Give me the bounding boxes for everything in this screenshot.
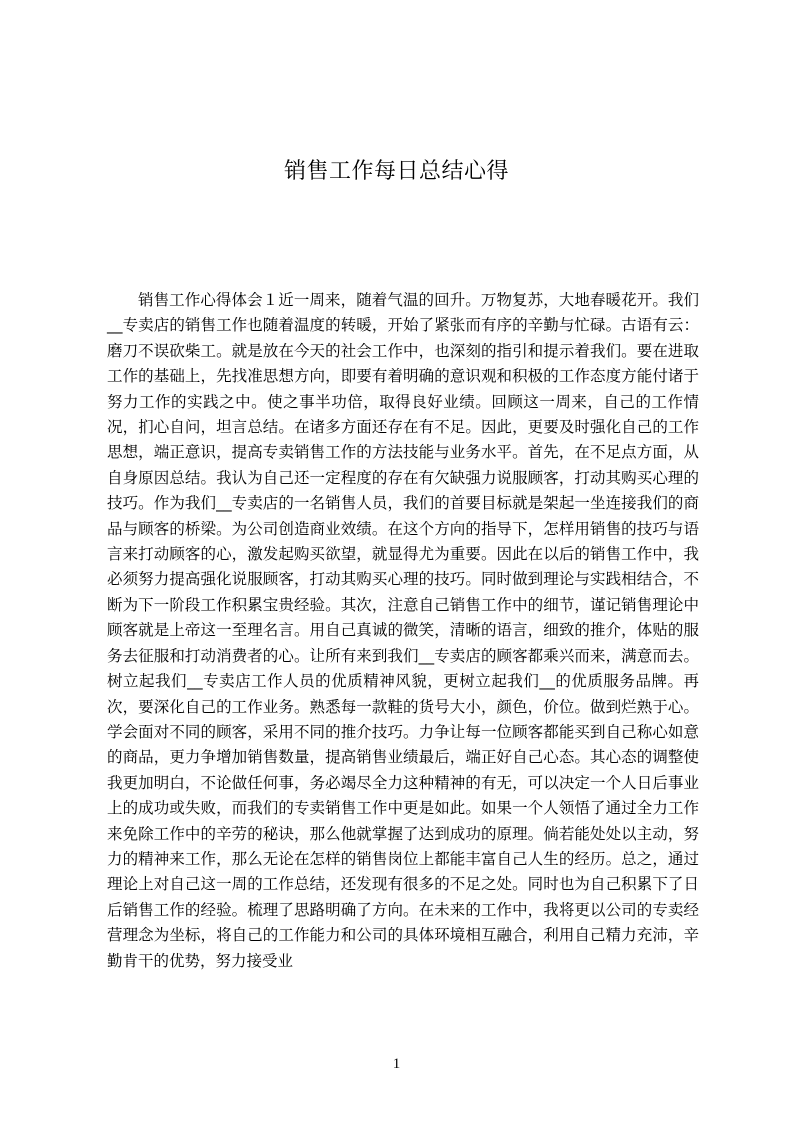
document-body-paragraph: 销售工作心得体会１近一周来，随着气温的回升。万物复苏，大地春暖花开。我们__专卖店的销售工作也随着温度的转暖，开始了紧张而有序的辛勤与忙碌。古语有云：磨刀不误砍柴工。就是放在今天的社会工作中，也深刻的指引和提示着我们。要在进取工作的基础上，先找准思想方向，即要有着明确的意识观和积极的工作态度方能付诸于努力工作的实践之中。使之事半功倍，取得良好业绩。回顾这一周来，自己的工作情况，扪心自问，坦言总结。在诸多方面还存在有不足。因此，更要及时强化自己的工作思想，端正意识，提高专卖销售工作的方法技能与业务水平。首先，在不足点方面，从自身原因总结。我认为自己还一定程度的存在有欠缺强力说服顾客，打动其购买心理的技巧。作为我们__专卖店的一名销售人员，我们的首要目标就是架起一坐连接我们的商品与顾客的桥梁。为公司创造商业效绩。在这个方向的指导下，怎样用销售的技巧与语言来打动顾客的心，激发起购买欲望，就显得尤为重要。因此在以后的销售工作中，我必须努力提高强化说服顾客，打动其购买心理的技巧。同时做到理论与实践相结合，不断为下一阶段工作积累宝贵经验。其次，注意自己销售工作中的细节，谨记销售理论中顾客就是上帝这一至理名言。用自己真诚的微笑，清晰的语言，细致的推介，体贴的服务去征服和打动消费者的心。让所有来到我们__专卖店的顾客都乘兴而来，满意而去。树立起我们__专卖店工作人员的优质精神风貌，更树立起我们__的优质服务品牌。再次，要深化自己的工作业务。熟悉每一款鞋的货号大小，颜色，价位。做到烂熟于心。学会面对不同的顾客，采用不同的推介技巧。力争让每一位顾客都能买到自己称心如意的商品，更力争增加销售数量，提高销售业绩最后，端正好自己心态。其心态的调整使我更加明白，不论做任何事，务必竭尽全力这种精神的有无，可以决定一个人日后事业上的成功或失败，而我们的专卖销售工作中更是如此。如果一个人领悟了通过全力工作来免除工作中的辛劳的秘诀，那么他就掌握了达到成功的原理。倘若能处处以主动，努力的精神来工作，那么无论在怎样的销售岗位上都能丰富自己人生的经历。总之，通过理论上对自己这一周的工作总结，还发现有很多的不足之处。同时也为自己积累下了日后销售工作的经验。梳理了思路明确了方向。在未来的工作中，我将更以公司的专卖经营理念为坐标，将自己的工作能力和公司的具体环境相互融合，利用自己精力充沛，辛勤肯干的优势，努力接受业 [107,291,699,970]
document-title: 销售工作每日总结心得 [283,158,509,184]
page-number: 1 [392,1056,401,1072]
